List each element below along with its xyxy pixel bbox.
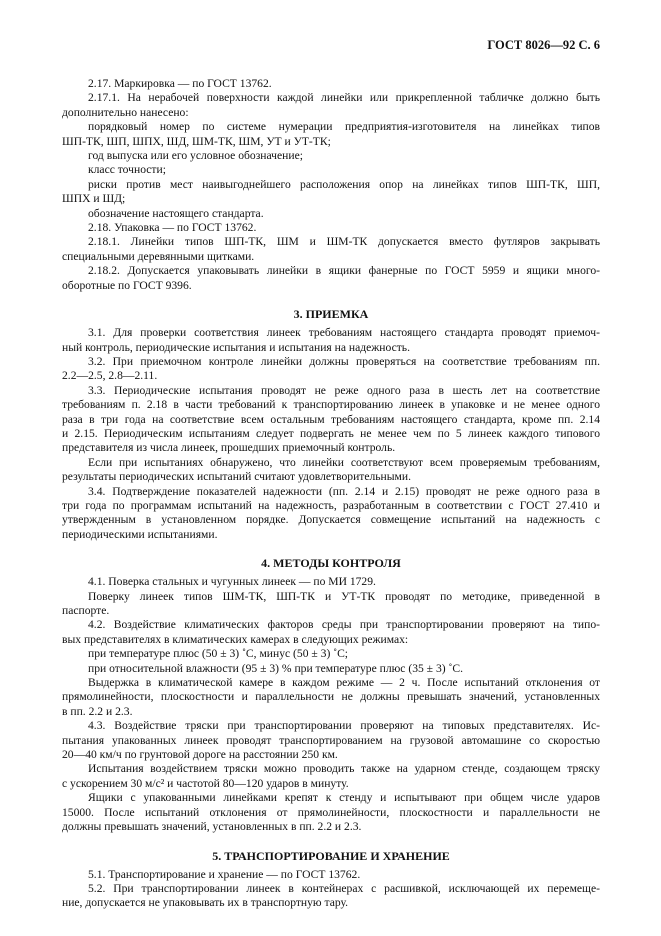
text-line: раза в три года на соответствие всем остальным требованиям настоящего стандарта, кроме пп. 2.14 [62,412,600,426]
text-line: 5.2. При транспортировании линеек в контейнерах с расшивкой, исключающей их перемеще- [88,881,600,895]
text-line: должны превышать значений, установленных в пп. 2.2 и 2.3. [62,820,362,834]
paragraph [62,178,600,207]
text-line: порядковый номер по системе нумерации предприятия-изготовителя на линейках типов [88,120,600,134]
text-line: пытания упакованных линеек проводят транспортированием на грузовой автомашине со скоростью [62,733,600,747]
paragraph [62,618,600,647]
text-line: 20—40 км/ч по грунтовой дороге на расстоянии 250 км. [62,748,338,762]
paragraph [62,456,600,485]
text-line: ШПХ и ШД; [62,192,126,206]
text-line: 5.1. Транспортирование и хранение — по ГОСТ 13762. [88,867,361,881]
paragraph [62,77,600,91]
paragraph [62,120,600,149]
paragraph [62,485,600,543]
text-line: 4.1. Поверка стальных и чугунных линеек — по МИ 1729. [88,575,376,589]
text-line: 2.17. Маркировка — по ГОСТ 13762. [88,77,272,90]
text-line: 3.2. При приемочном контроле линейки должны проверяться на соответствие требованиям пп. [88,354,600,368]
page-header: ГОСТ 8026—92 С. 6 [487,38,600,52]
text-line: паспорте. [62,604,110,617]
section-heading: 4. МЕТОДЫ КОНТРОЛЯ [261,556,401,571]
text-line: требованиям п. 2.18 в части требований к транспортированию линеек в упаковке и не менее одного [62,398,600,412]
text-line: дополнительно нанесено: [62,105,189,119]
text-line: Поверку линеек типов ШМ-ТК, ШП-ТК и УТ-ТК проводят по методике, приведенной в [88,589,600,603]
text-line: 2.18. Упаковка — по ГОСТ 13762. [88,221,257,235]
text-line: 2.18.1. Линейки типов ШП-ТК, ШМ и ШМ-ТК допускается вместо футляров закрывать [88,235,600,249]
text-line: результаты периодических испытаний считают удовлетворительными. [62,470,411,484]
text-line: 2.2—2.5, 2.8—2.11. [62,369,158,383]
text-line: 3.1. Для проверки соответствия линеек требованиям настоящего стандарта проводят приемоч- [88,326,600,340]
text-line: при относительной влажности (95 ± 3) % при температуре плюс (35 ± 3) ˚С. [88,661,463,675]
text-line: вых представителях в климатических камерах в следующих режимах: [62,632,409,646]
text-line: с ускорением 30 м/с² и частотой 80—120 ударов в минуту. [62,776,349,790]
text-line: при температуре плюс (50 ± 3) ˚С, минус (50 ± 3) ˚С; [88,647,349,661]
paragraph [62,590,600,619]
paragraph [62,719,600,762]
paragraph [62,882,600,911]
paragraph [62,163,600,177]
text-line: оборотные по ГОСТ 9396. [62,278,192,292]
text-line: ШП-ТК, ШП, ШПХ, ШД, ШМ-ТК, ШМ, УТ и УТ-ТК; [62,134,331,148]
text-line: периодическими испытаниями. [62,527,218,541]
paragraph [62,355,600,384]
text-line: риски против мест наивыгоднейшего расположения опор на линейках типов ШП-ТК, ШП, [88,177,600,191]
text-line: и 2.15. Периодическим испытаниям следует подвергать не менее чем по 5 линеек каждого типового [62,426,600,440]
paragraph [62,676,600,719]
paragraph [62,264,600,293]
paragraph [62,762,600,791]
text-line: класс точности; [88,163,166,177]
text-line: представителя из числа линеек, прошедших приемочный контроль. [62,441,396,455]
text-line: ние, допускается не упаковывать их в транспортную тару. [62,896,349,910]
text-line: 4.2. Воздействие климатических факторов среды при транспортировании проверяют на типо- [88,618,600,632]
paragraph [62,791,600,834]
paragraph [62,235,600,264]
text-line: 2.18.2. Допускается упаковывать линейки в ящики фанерные по ГОСТ 5959 и ящики много- [88,264,600,278]
text-line: 2.17.1. На нерабочей поверхности каждой линейки или прикрепленной табличке должно быть [88,91,600,105]
text-line: Испытания воздействием тряски можно проводить также на ударном стенде, создающем тряску [88,762,600,776]
document-body [62,77,600,911]
text-line: Ящики с упакованными линейками крепят к стенду и испытывают при общем числе ударов [88,791,600,805]
paragraph [62,662,600,676]
paragraph [62,647,600,661]
paragraph [62,207,600,221]
text-line: три года по программам испытаний на надежность, разработанным в соответствии с ГОСТ 27.410 и [62,498,600,512]
text-line: специальными деревянными щитками. [62,249,255,263]
text-line: 3.3. Периодические испытания проводят не реже одного раза в шесть лет на соответствие [88,383,600,397]
text-line: прямолинейности, плоскостности и параллельности не должны превышать значений, установленных [62,690,600,704]
paragraph [62,326,600,355]
section-heading: 3. ПРИЕМКА [293,307,369,322]
paragraph [62,868,600,882]
paragraph [62,384,600,456]
text-line: Выдержка в климатической камере в каждом режиме — 2 ч. После испытаний отклонения от [88,676,600,690]
text-line: обозначение настоящего стандарта. [88,206,264,220]
text-line: ный контроль, периодические испытания и испытания на надежность. [62,340,410,354]
paragraph [62,91,600,120]
text-line: в пп. 2.2 и 2.3. [62,704,133,718]
text-line: 15000. После испытаний отклонения от прямолинейности, плоскостности и параллельности не [62,805,600,819]
section-heading: 5. ТРАНСПОРТИРОВАНИЕ И ХРАНЕНИЕ [212,848,450,863]
text-line: утвержденным в установленном порядке. Допускается совмещение испытаний на надежность с [62,513,600,527]
paragraph [62,221,600,235]
text-line: 4.3. Воздействие тряски при транспортировании проверяют на типовых представителях. Ис- [88,719,600,733]
text-line: год выпуска или его условное обозначение; [88,149,303,163]
paragraph [62,149,600,163]
text-line: 3.4. Подтверждение показателей надежности (пп. 2.14 и 2.15) проводят не реже одного раза в [88,484,600,498]
text-line: Если при испытаниях обнаружено, что линейки соответствуют всем проверяемым требованиям, [88,455,600,469]
paragraph [62,575,600,589]
